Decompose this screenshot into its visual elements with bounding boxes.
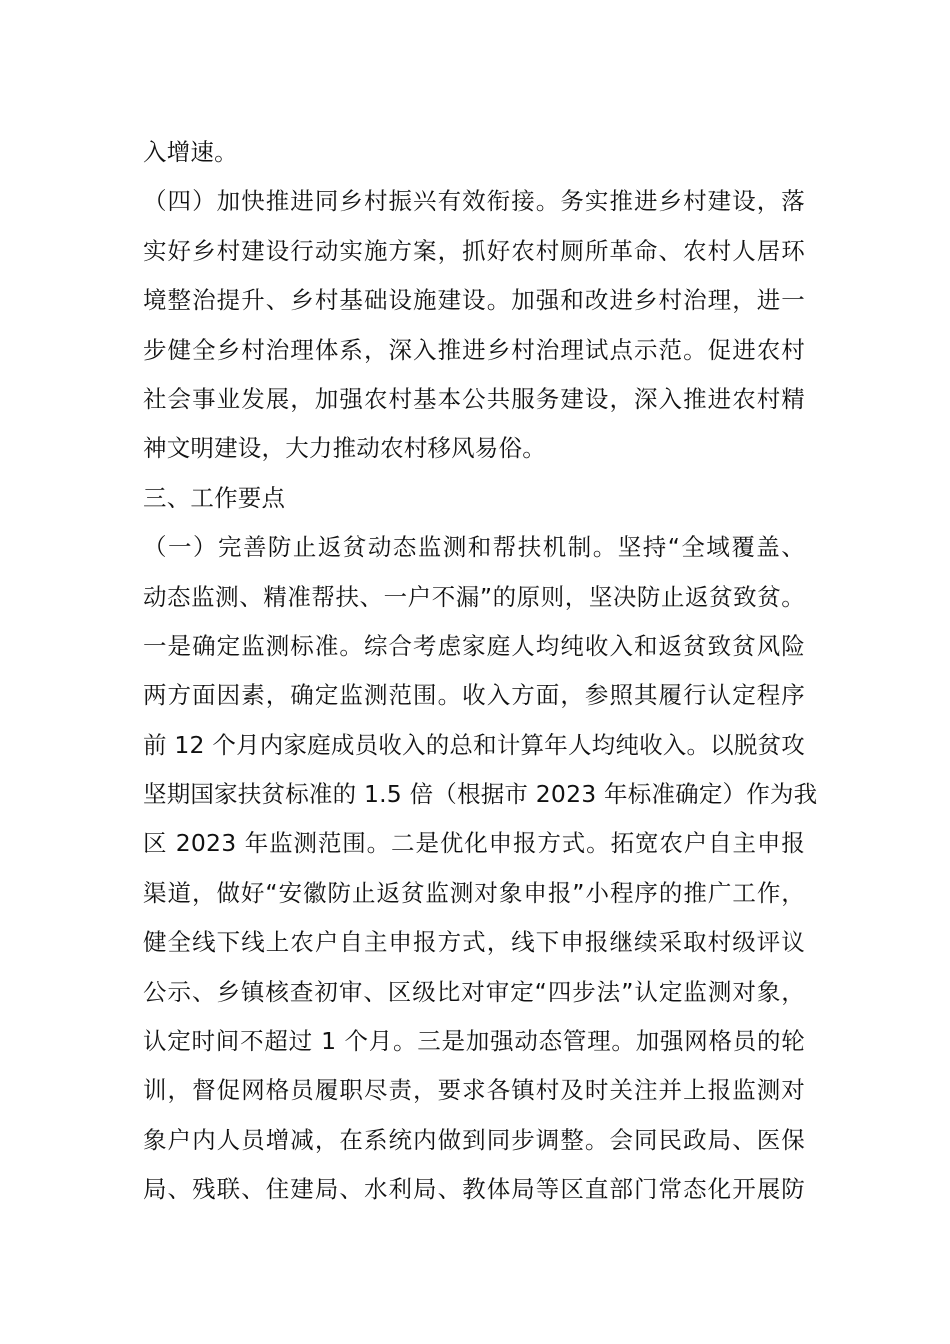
text-line: 步健全乡村治理体系，深入推进乡村治理试点示范。促进农村 [143,335,805,364]
text-line: 坚期国家扶贫标准的 1.5 倍（根据市 2023 年标准确定）作为我 [143,780,818,809]
text-line: 实好乡村建设行动实施方案，抓好农村厕所革命、农村人居环 [143,236,805,265]
text-line: 象户内人员增减，在系统内做到同步调整。会同民政局、医保 [143,1125,805,1154]
text-line: 渠道，做好“安徽防止返贫监测对象申报”小程序的推广工作， [143,878,805,907]
text-line: 认定时间不超过 1 个月。三是加强动态管理。加强网格员的轮 [143,1027,805,1056]
text-line: 境整治提升、乡村基础设施建设。加强和改进乡村治理，进一 [143,286,805,315]
text-line: 前 12 个月内家庭成员收入的总和计算年人均纯收入。以脱贫攻 [143,730,805,759]
text-line: 两方面因素，确定监测范围。收入方面，参照其履行认定程序 [143,681,805,710]
text-line: 公示、乡镇核查初审、区级比对审定“四步法”认定监测对象， [143,977,805,1006]
text-line: 一是确定监测标准。综合考虑家庭人均纯收入和返贫致贫风险 [143,631,805,660]
text-line: 训，督促网格员履职尽责，要求各镇村及时关注并上报监测对 [143,1076,805,1105]
text-line: （四）加快推进同乡村振兴有效衔接。务实推进乡村建设，落 [143,187,805,216]
text-line: 动态监测、精准帮扶、一户不漏”的原则，坚决防止返贫致贫。 [143,582,805,611]
text-line: 健全线下线上农户自主申报方式，线下申报继续采取村级评议 [143,928,805,957]
text-line: 入增速。 [143,138,238,166]
document-body [143,128,823,1215]
text-line: 局、残联、住建局、水利局、教体局等区直部门常态化开展防 [143,1175,805,1204]
text-line: （一）完善防止返贫动态监测和帮扶机制。坚持“全域覆盖、 [143,533,805,562]
text-line: 社会事业发展，加强农村基本公共服务建设，深入推进农村精 [143,384,805,413]
section-heading: 三、工作要点 [143,483,286,512]
text-line: 区 2023 年监测范围。二是优化申报方式。拓宽农户自主申报 [143,829,805,858]
text-line: 神文明建设，大力推动农村移风易俗。 [143,434,546,463]
